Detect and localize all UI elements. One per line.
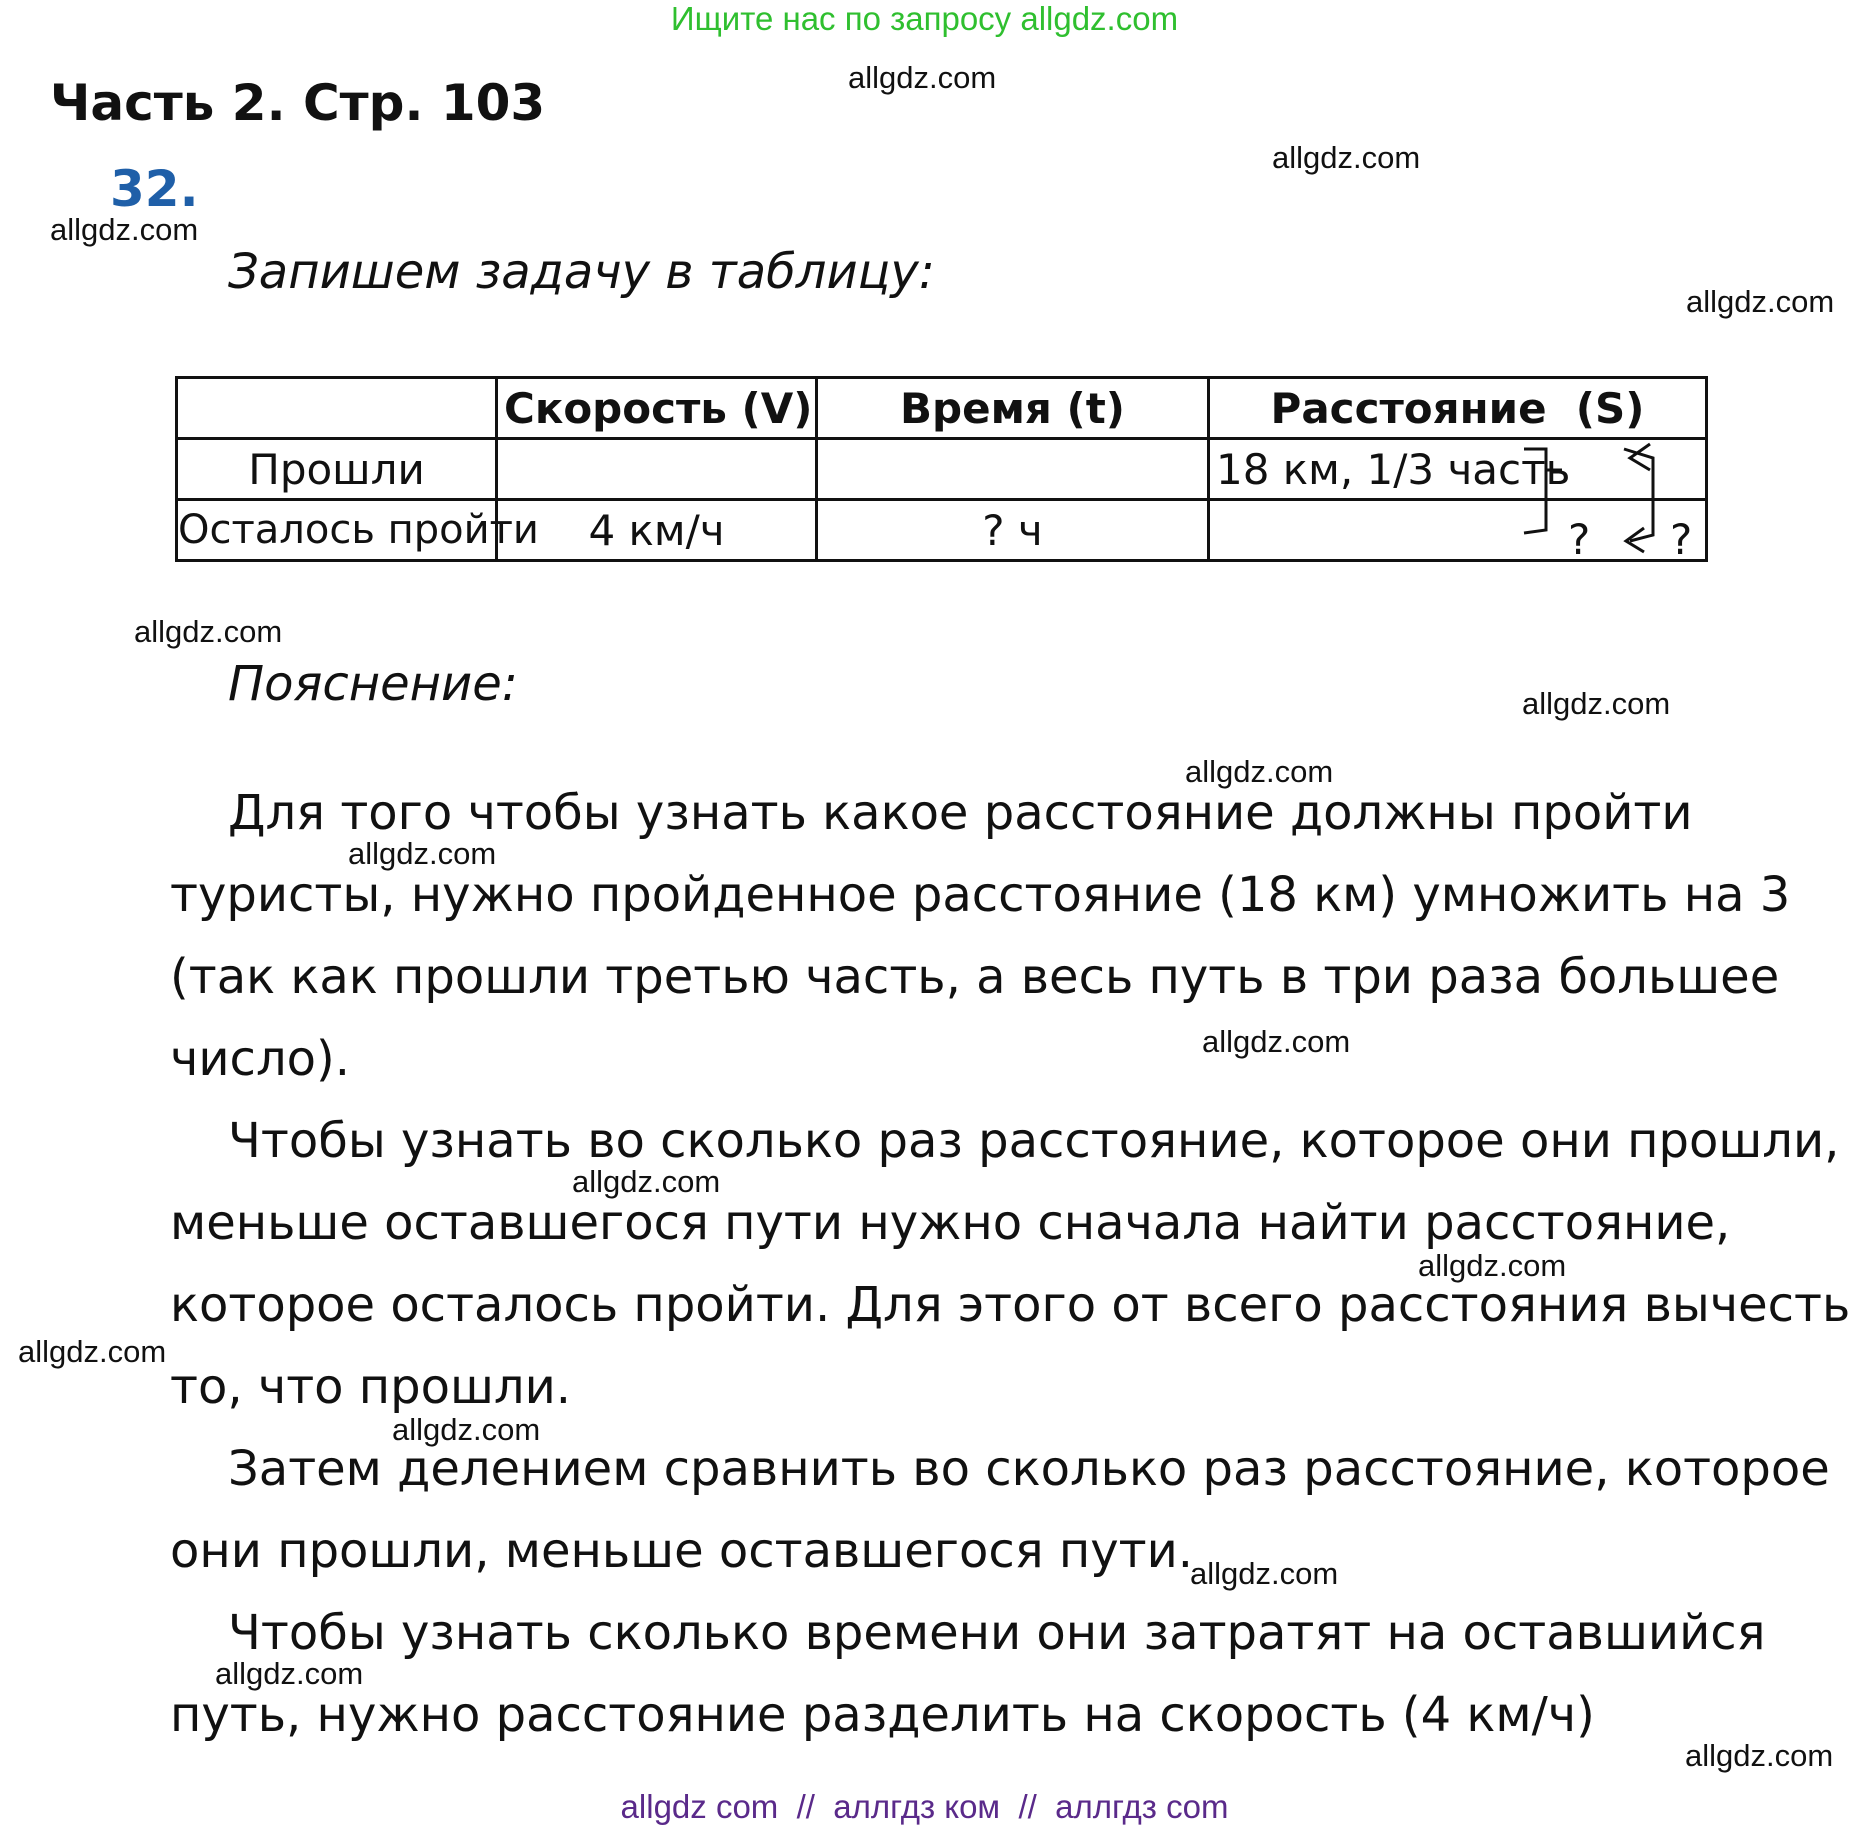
- paragraph-2: [170, 1100, 1850, 1428]
- table-header-cell: Скорость (V): [497, 378, 817, 439]
- text-line: (так как прошли третью часть, а весь путь в три раза большее: [170, 949, 1780, 1005]
- watermark: allgdz.com: [215, 1656, 364, 1691]
- paragraph-4: [170, 1592, 1766, 1756]
- text-line: число).: [170, 1031, 350, 1087]
- watermark: allgdz.com: [134, 614, 283, 649]
- page-title: Часть 2. Стр. 103: [50, 74, 546, 132]
- watermark: allgdz.com: [392, 1412, 541, 1447]
- top-banner: Ищите нас по запросу allgdz.com: [670, 0, 1179, 37]
- explanation-heading: Пояснение:: [228, 656, 518, 712]
- table-cell: 4 км/ч: [497, 500, 817, 561]
- text-line: туристы, нужно пройденное расстояние (18 км) умножить на 3: [170, 867, 1791, 923]
- question-mark-remaining: ?: [1568, 515, 1591, 564]
- footer-bar: allgdz com // аллгдз ком // аллгдз com: [620, 1788, 1229, 1825]
- watermark: allgdz.com: [18, 1334, 167, 1369]
- watermark: allgdz.com: [1686, 284, 1835, 319]
- text-line: они прошли, меньше оставшегося пути.: [170, 1523, 1194, 1579]
- task-number: 32.: [110, 160, 199, 218]
- watermark: allgdz.com: [1202, 1024, 1351, 1059]
- watermark: allgdz.com: [1522, 686, 1671, 721]
- text-line: которое осталось пройти. Для этого от всего расстояния вычесть: [170, 1277, 1850, 1333]
- watermark: allgdz.com: [50, 212, 199, 247]
- watermark: allgdz.com: [1685, 1738, 1834, 1773]
- text-line: Для того чтобы узнать какое расстояние должны пройти: [228, 785, 1693, 841]
- watermark: allgdz.com: [1190, 1556, 1339, 1591]
- watermark: allgdz.com: [1185, 754, 1334, 789]
- text-line: Чтобы узнать во сколько раз расстояние, которое они прошли,: [228, 1113, 1840, 1169]
- text-line: Затем делением сравнить во сколько раз расстояние, которое: [228, 1441, 1830, 1497]
- table-cell: 18 км, 1/3 часть: [1209, 439, 1707, 500]
- bracket-icon: [1524, 449, 1562, 533]
- text-line: то, что прошли.: [170, 1359, 572, 1415]
- text-line: путь, нужно расстояние разделить на скорость (4 км/ч): [170, 1687, 1595, 1743]
- question-mark-total: ?: [1670, 515, 1693, 564]
- text-line: Чтобы узнать сколько времени они затратят на оставшийся: [228, 1605, 1766, 1661]
- paragraph-1: [170, 772, 1790, 1100]
- paragraph-3: [170, 1428, 1830, 1592]
- text-line: меньше оставшегося пути нужно сначала найти расстояние,: [170, 1195, 1731, 1251]
- watermark: allgdz.com: [1272, 140, 1421, 175]
- watermark: allgdz.com: [348, 836, 497, 871]
- table-cell: Осталось пройти: [177, 500, 497, 561]
- watermark: allgdz.com: [1418, 1248, 1567, 1283]
- table-header-cell: Время (t): [817, 378, 1209, 439]
- table-intro: Запишем задачу в таблицу:: [228, 244, 935, 300]
- table-cell: Прошли: [177, 439, 497, 500]
- watermark: allgdz.com: [572, 1164, 721, 1199]
- table-cell: ? ч: [817, 500, 1209, 561]
- table-header-cell: Расстояние (S): [1209, 378, 1707, 439]
- watermark: allgdz.com: [848, 60, 997, 95]
